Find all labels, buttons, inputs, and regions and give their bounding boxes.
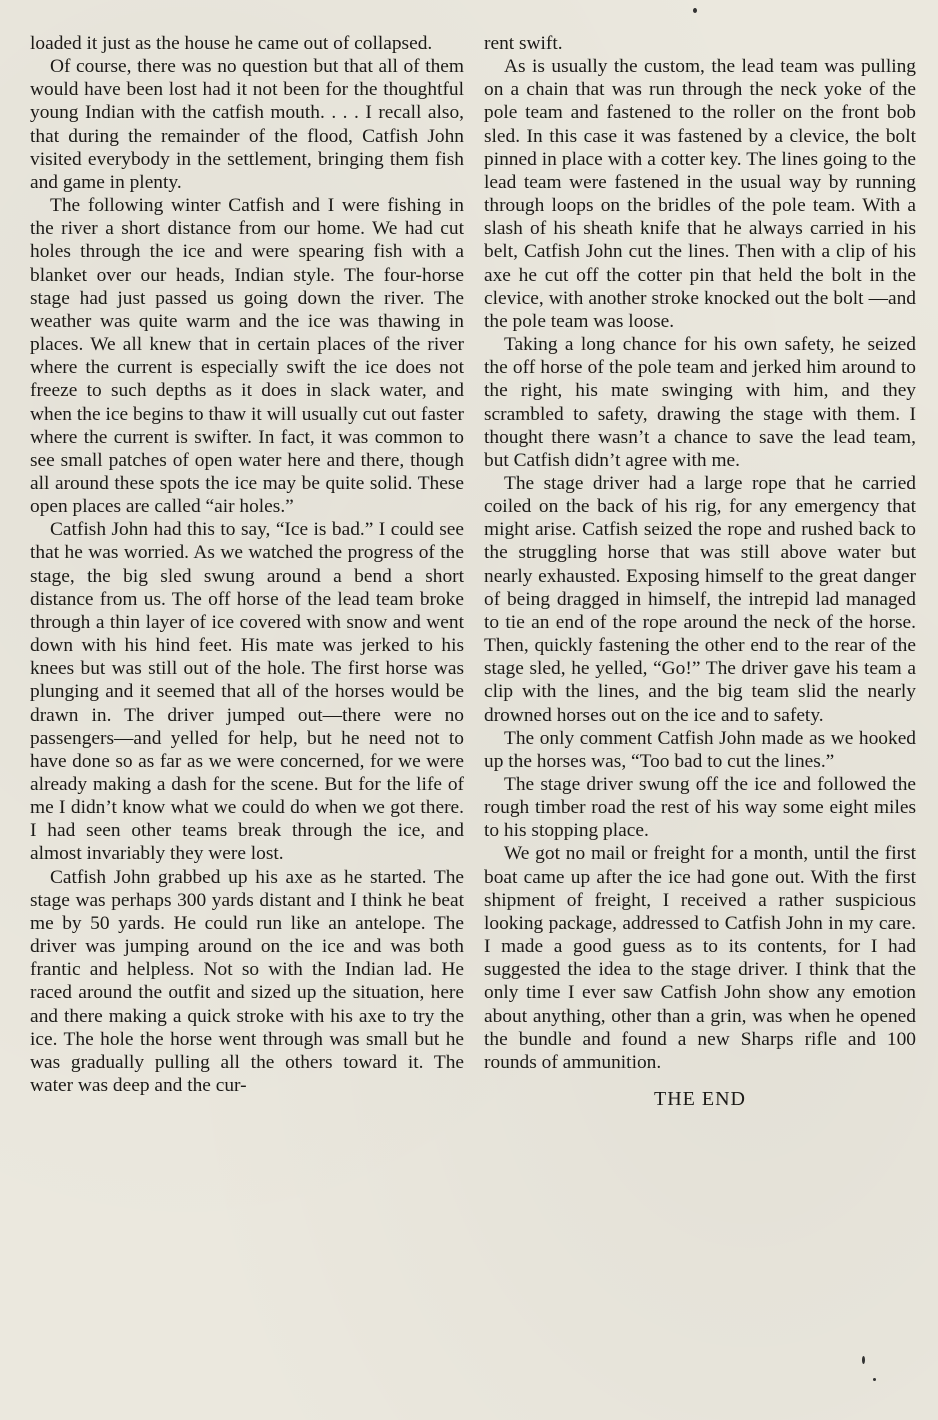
paragraph: As is usually the custom, the lead team was pulling on a chain that was run through the neck yoke of the pole team and fastened to the roller on the front bob sled. In this case it was fastened by a clevice, the bolt pinned in place with a cotter key. The lines going to the lead team were fastened in the usual way by running through loops on the bridles of the pole team. With a slash of his sheath knife that he always carried in his belt, Catfish John cut the lines. Then with a clip of his axe he cut off the cotter pin that held the bolt in the clevice, with another stroke knocked out the bolt —and the pole team was loose.	[484, 56, 916, 332]
paragraph: We got no mail or freight for a month, until the first boat came up after the ice had gone out. With the first shipment of freight, I received a rather suspicious looking package, addressed to Catfish John in my care. I made a good guess as to its contents, for I had suggested the idea to the stage driver. I think that the only time I ever saw Catfish John show any emotion about anything, other than a grin, was when he opened the bundle and found a new Sharps rifle and 100 rounds of ammunition.	[484, 843, 916, 1073]
paragraph: Catfish John grabbed up his axe as he started. The stage was perhaps 300 yards distant and I think he beat me by 50 yards. He could run like an antelope. The driver was jumping around on the ice and was both frantic and helpless. Not so with the Indian lad. He raced around the outfit and sized up the situation, here and there making a quick stroke with his axe to try the ice. The hole the horse went through was small but he was gradually pulling all the others toward it. The water was deep and the cur-	[30, 866, 464, 1097]
left-column	[30, 32, 464, 1097]
paragraph: loaded it just as the house he came out of collapsed.	[30, 33, 433, 54]
paragraph: The only comment Catfish John made as we hooked up the horses was, “Too bad to cut the lines.”	[484, 727, 916, 772]
paragraph: Of course, there was no question but that all of them would have been lost had it not been for the thoughtful young Indian with the catfish mouth. . . . I recall also, that during the remainder of the flood, Catfish John visited everybody in the settlement, bringing them fish and game in plenty.	[30, 56, 464, 193]
paragraph: Catfish John had this to say, “Ice is bad.” I could see that he was worried. As we watched the progress of the stage, the big sled swung around a bend a short distance from us. The off horse of the lead team broke through a thin layer of ice covered with snow and went down with his hind feet. His mate was jerked to his knees but was still out of the hole. The first horse was plunging and it seemed that all of the horses would be drawn in. The driver jumped out—there were no passengers—and yelled for help, but he need not to have done so as far as we were concerned, for we were already making a dash for the scene. But for the life of me I didn’t know what we could do when we got there. I had seen other teams break through the ice, and almost invariably they were lost.	[30, 519, 464, 865]
ink-speck	[862, 1356, 865, 1364]
paragraph: Taking a long chance for his own safety, he seized the off horse of the pole team and jerked him around to the right, his mate swinging with him, and they scrambled to safety, drawing the stage with them. I thought there wasn’t a chance to save the lead team, but Catfish didn’t agree with me.	[484, 334, 916, 471]
paragraph: The stage driver had a large rope that he carried coiled on the back of his rig, for any emergency that might arise. Catfish seized the rope and rushed back to the struggling horse that was still above water but nearly exhausted. Exposing himself to the great danger of being dragged in himself, the intrepid lad managed to tie an end of the rope around the neck of the horse. Then, quickly fastening the other end to the rear of the stage sled, he yelled, “Go!” The driver gave his team a clip with the lines, and the big team slid the nearly drowned horses out on the ice and to safety.	[484, 472, 916, 726]
right-column	[484, 32, 916, 1111]
paragraph: rent swift.	[484, 33, 563, 54]
paragraph: The stage driver swung off the ice and followed the rough timber road the rest of his way some eight miles to his stopping place.	[484, 774, 916, 842]
paragraph: The following winter Catfish and I were fishing in the river a short distance from our home. We had cut holes through the ice and were spearing fish with a blanket over our heads, Indian style. The four-horse stage had just passed us going down the river. The weather was quite warm and the ice was thawing in places. We all knew that in certain places of the river where the current is especially swift the ice does not freeze to such depths as it does in slack water, and when the ice begins to thaw it will usually cut out faster where the current is swifter. In fact, it was common to see small patches of open water here and there, though all around these spots the ice may be quite solid. These open places are called “air holes.”	[30, 195, 464, 518]
the-end-label: THE END	[654, 1088, 746, 1111]
ink-speck	[693, 8, 697, 13]
ink-speck	[873, 1378, 876, 1381]
